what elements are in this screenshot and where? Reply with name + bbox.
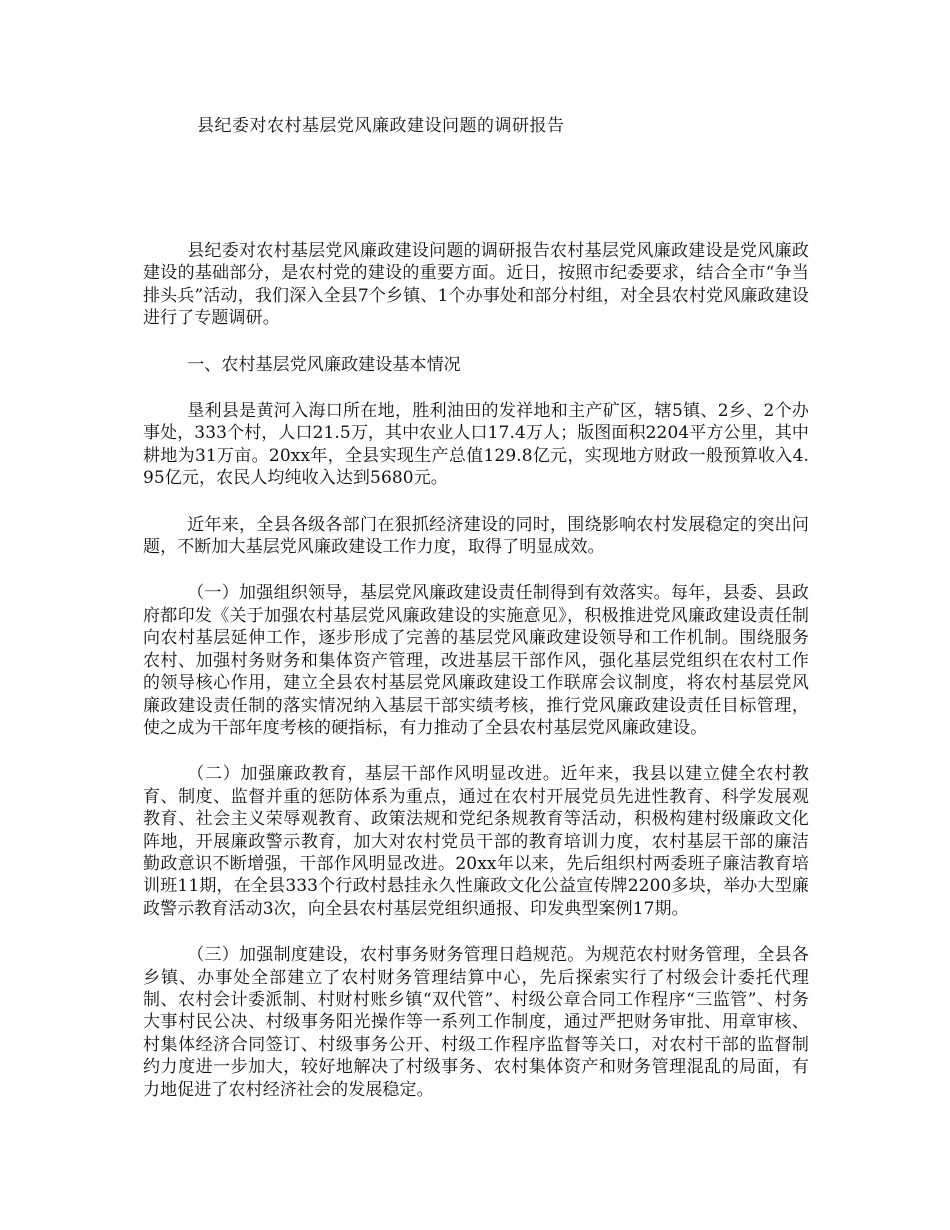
paragraph-county-overview: 垦利县是黄河入海口所在地，胜利油田的发祥地和主产矿区，辖5镇、2乡、2个办事处，333个村，人口21.5万，其中农业人口17.4万人；版图面积2204平方公里，其中耕地为31万亩。20xx年，全县实现生产总值129.8亿元，实现地方财政一般预算收入4.95亿元，农民人均纯收入达到5680元。: [143, 401, 809, 489]
paragraph-item-3: （三）加强制度建设，农村事务财务管理日趋规范。为规范农村财务管理，全县各乡镇、办事处全部建立了农村财务管理结算中心，先后探索实行了村级会计委托代理制、农村会计委派制、村财村账乡镇“双代管”、村级公章合同工作程序“三监管”、村务大事村民公决、村级事务阳光操作等一系列工作制度，通过严把财务审批、用章审核、村集体经济合同签订、村级事务公开、村级工作程序监督等关口，对农村干部的监督制约力度进一步加大，较好地解决了村级事务、农村集体资产和财务管理混乱的局面，有力地促进了农村经济社会的发展稳定。: [143, 945, 809, 1100]
paragraph-item-2: （二）加强廉政教育，基层干部作风明显改进。近年来，我县以建立健全农村教育、制度、监督并重的惩防体系为重点，通过在农村开展党员先进性教育、科学发展观教育、社会主义荣辱观教育、政策法规和党纪条规教育等活动，积极构建村级廉政文化阵地，开展廉政警示教育，加大对农村党员干部的教育培训力度，农村基层干部的廉洁勤政意识不断增强，干部作风明显改进。20xx年以来，先后组织村两委班子廉洁教育培训班11期，在全县333个行政村悬挂永久性廉政文化公益宣传牌2200多块，举办大型廉政警示教育活动3次，向全县农村基层党组织通报、印发典型案例17期。: [143, 764, 809, 919]
section-heading: 一、农村基层党风廉政建设基本情况: [187, 354, 461, 375]
paragraph-recent-years: 近年来，全县各级各部门在狠抓经济建设的同时，围绕影响农村发展稳定的突出问题，不断加大基层党风廉政建设工作力度，取得了明显成效。: [143, 514, 809, 558]
document-title: 县纪委对农村基层党风廉政建设问题的调研报告: [197, 116, 565, 136]
document-body: [143, 240, 809, 1125]
paragraph-intro: 县纪委对农村基层党风廉政建设问题的调研报告农村基层党风廉政建设是党风廉政建设的基础部分，是农村党的建设的重要方面。近日，按照市纪委要求，结合全市“争当排头兵”活动，我们深入全县7个乡镇、1个办事处和部分村组，对全县农村党风廉政建设进行了专题调研。: [143, 241, 809, 329]
paragraph-item-1: （一）加强组织领导，基层党风廉政建设责任制得到有效落实。每年，县委、县政府都印发《关于加强农村基层党风廉政建设的实施意见》，积极推进党风廉政建设责任制向农村基层延伸工作，逐步形成了完善的基层党风廉政建设领导和工作机制。围绕服务农村、加强村务财务和集体资产管理，改进基层干部作风，强化基层党组织在农村工作的领导核心作用，建立全县农村基层党风廉政建设工作联席会议制度，将农村基层党风廉政建设责任制的落实情况纳入基层干部实绩考核，推行党风廉政建设责任目标管理，使之成为干部年度考核的硬指标，有力推动了全县农村基层党风廉政建设。: [143, 583, 809, 738]
